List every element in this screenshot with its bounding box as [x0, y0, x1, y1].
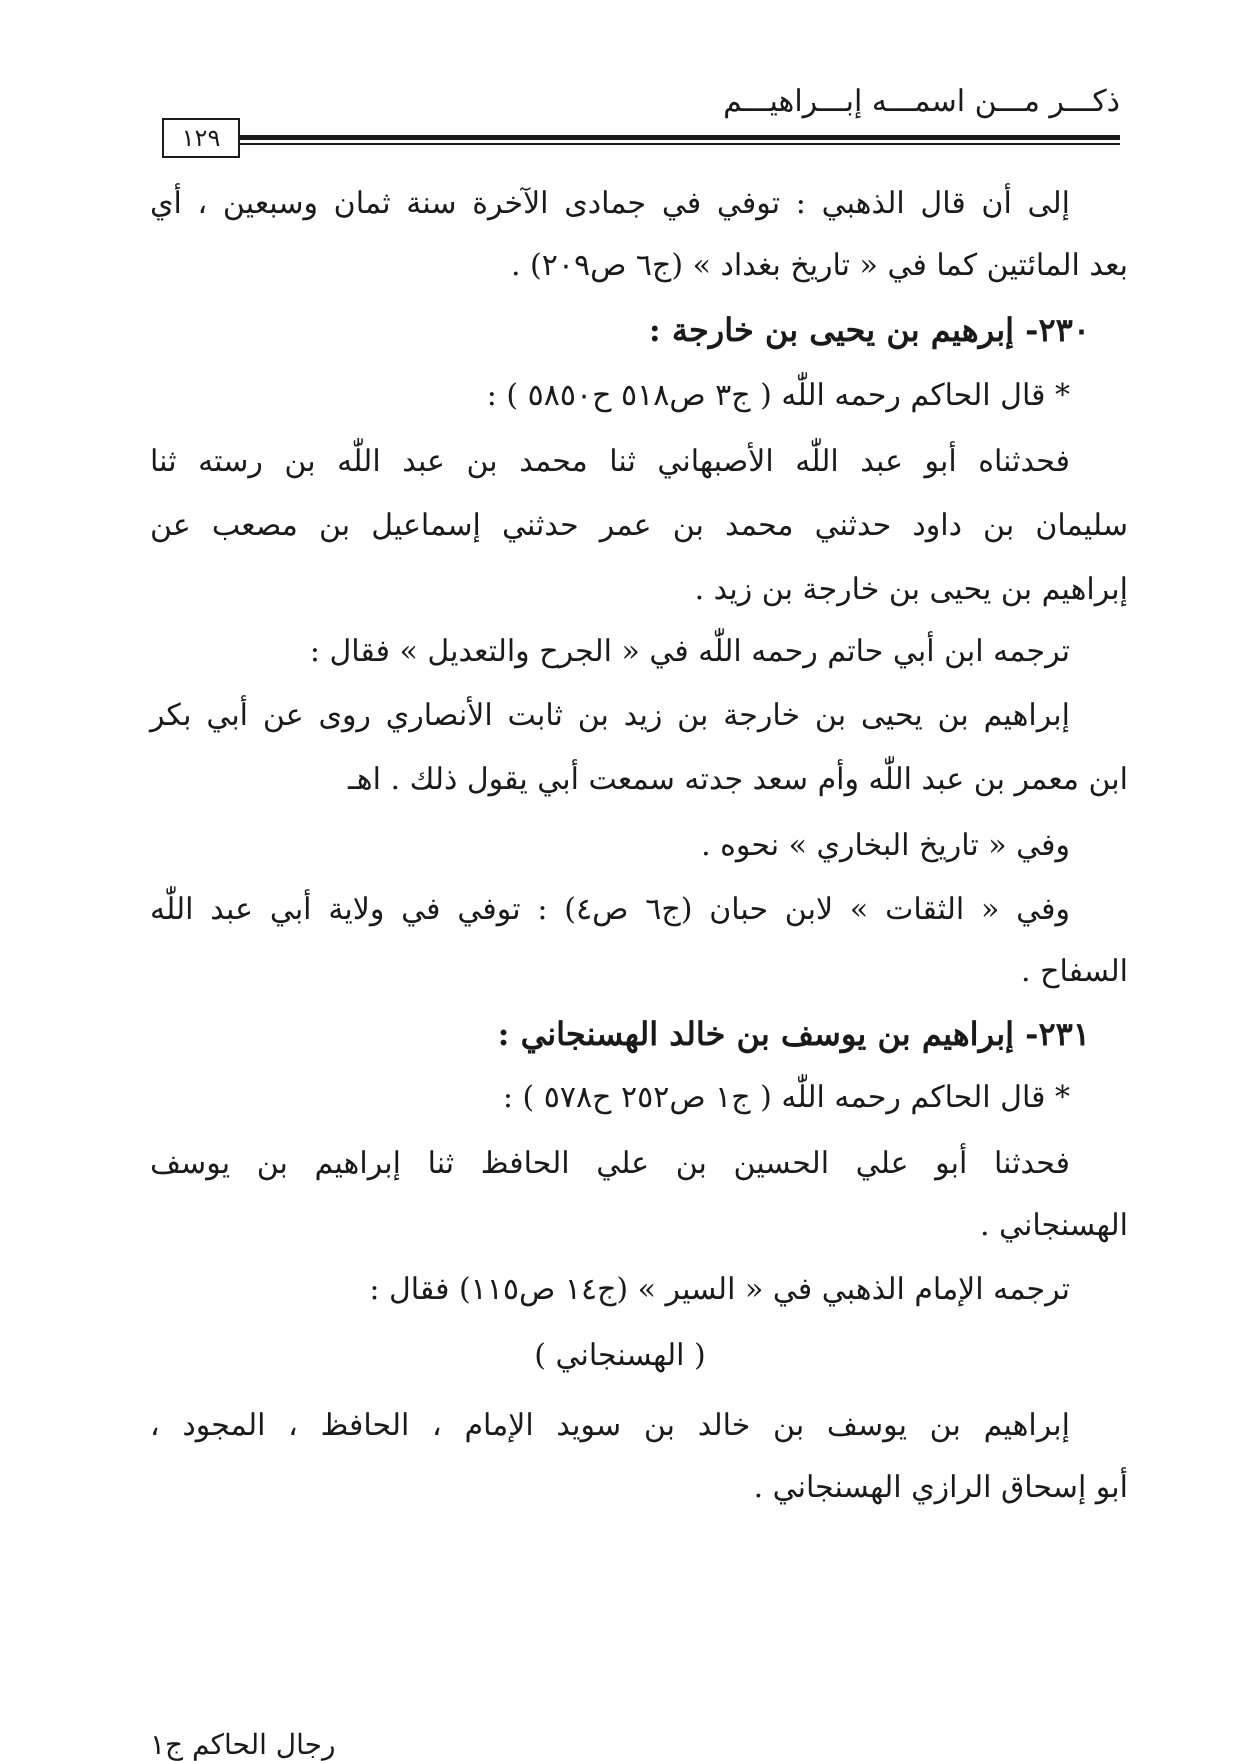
- body-line: * قال الحاكم رحمه اللّٰه ( ج١ ص٢٥٢ ح٥٧٨ ) :: [502, 1080, 1070, 1115]
- entry-heading: ٢٣١- إبراهيم بن يوسف بن خالد الهسنجاني :: [497, 1015, 1090, 1053]
- body-line: فحدثناه أبو عبد اللّٰه الأصبهاني ثنا محمد بن عبد اللّٰه بن رسته ثنا: [150, 444, 1070, 479]
- body-line: وفي « تاريخ البخاري » نحوه .: [701, 828, 1070, 863]
- running-header: ذكـــر مـــن اسمـــه إبـــراهيـــم: [723, 84, 1120, 119]
- subheading: ( الهسنجاني ): [534, 1338, 706, 1373]
- body-line: ترجمه ابن أبي حاتم رحمه اللّٰه في « الجرح والتعديل » فقال :: [309, 634, 1070, 669]
- page-number: ١٢٩: [162, 118, 240, 158]
- body-line: إبراهيم بن يوسف بن خالد بن سويد الإمام ، الحافظ ، المجود ،: [150, 1408, 1070, 1443]
- entry-heading: ٢٣٠- إبرهيم بن يحيى بن خارجة :: [648, 311, 1090, 349]
- body-line: إبراهيم بن يحيى بن خارجة بن زيد بن ثابت الأنصاري روى عن أبي بكر: [150, 698, 1070, 733]
- body-line: السفاح .: [1021, 954, 1128, 989]
- header-rule-thick: [240, 135, 1120, 140]
- body-line: ترجمه الإمام الذهبي في « السير » (ج١٤ ص١١٥) فقال :: [369, 1272, 1070, 1307]
- body-line: وفي « الثقات » لابن حبان (ج٦ ص٤) : توفي في ولاية أبي عبد اللّٰه: [150, 892, 1070, 927]
- body-line: سليمان بن داود حدثني محمد بن عمر حدثني إسماعيل بن مصعب عن: [150, 508, 1128, 543]
- header-rule-thin: [240, 143, 1120, 145]
- body-line: بعد المائتين كما في « تاريخ بغداد » (ج٦ ص٢٠٩) .: [510, 248, 1128, 283]
- body-line: أبو إسحاق الرازي الهسنجاني .: [753, 1470, 1128, 1505]
- body-line: ابن معمر بن عبد اللّٰه وأم سعد جدته سمعت أبي يقول ذلك . اهـ: [348, 762, 1128, 797]
- body-line: إبراهيم بن يحيى بن خارجة بن زيد .: [694, 572, 1128, 607]
- body-line: فحدثنا أبو علي الحسين بن علي الحافظ ثنا إبراهيم بن يوسف: [150, 1146, 1070, 1181]
- body-line: * قال الحاكم رحمه اللّٰه ( ج٣ ص٥١٨ ح٥٨٥٠ ) :: [486, 378, 1070, 413]
- body-line: إلى أن قال الذهبي : توفي في جمادى الآخرة سنة ثمان وسبعين ، أي: [150, 186, 1070, 221]
- page-footer: رجال الحاكم ج١: [150, 1728, 336, 1761]
- body-line: الهسنجاني .: [979, 1208, 1128, 1243]
